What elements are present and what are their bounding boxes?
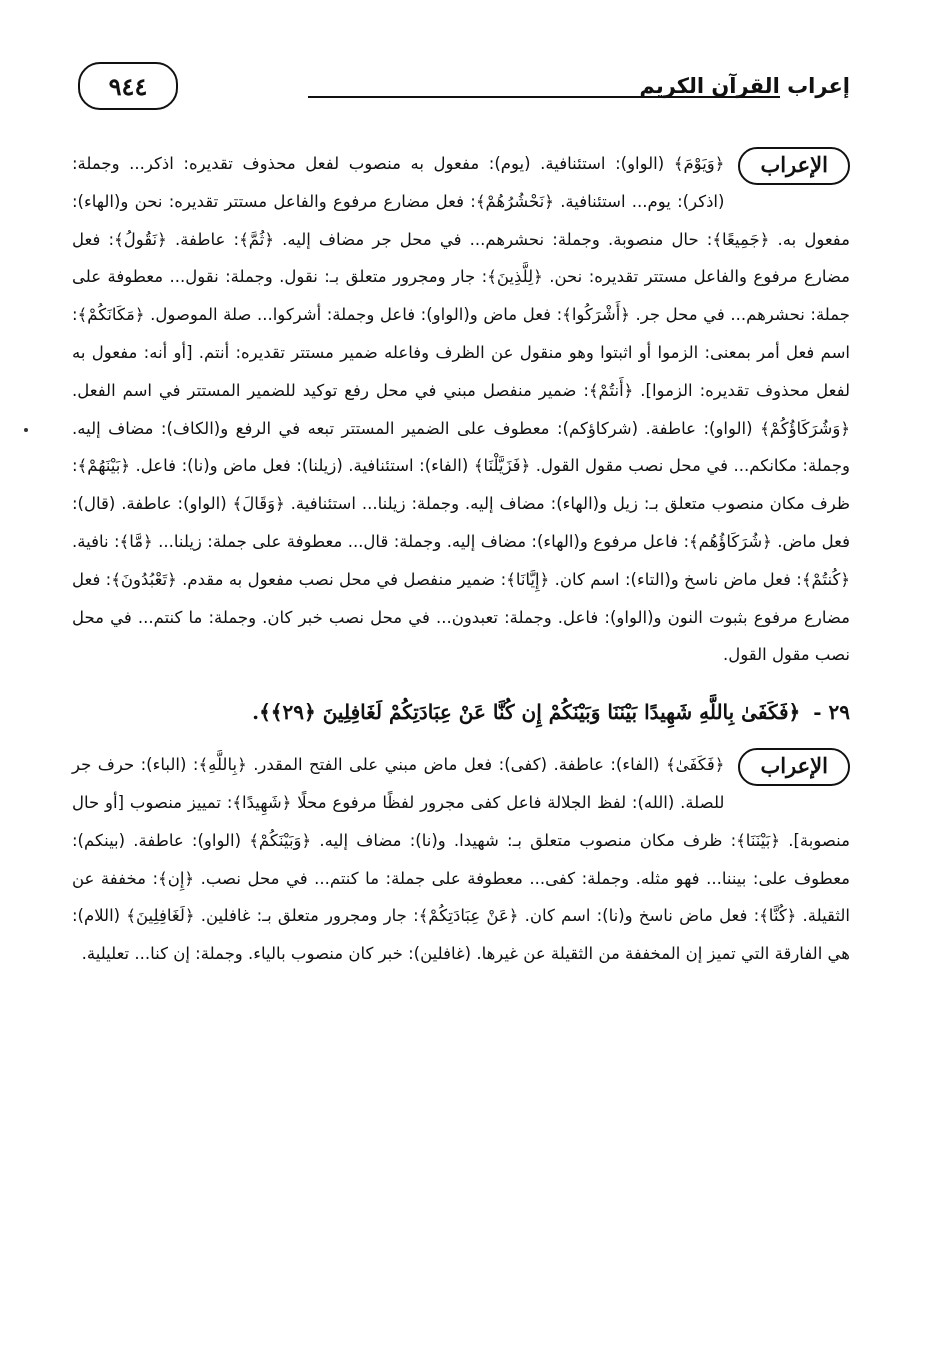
irab-badge: الإعراب [738,147,850,185]
page-body [72,145,850,973]
irab-badge: الإعراب [738,748,850,786]
book-title: إعراب القرآن الكريم [639,74,850,98]
verse-number: ٢٩ - [813,700,850,725]
page-number: ٩٤٤ [78,62,178,110]
page-header [78,62,850,112]
verse-text: ﴿فَكَفَىٰ بِاللَّهِ شَهِيدًا بَيْنَنَا وَبَيْنَكُمْ إِن كُنَّا عَنْ عِبَادَتِكُمْ لَغَافِلِينَ ﴿٢٩﴾﴾. [252,700,801,725]
irab-paragraph-2 [72,746,850,973]
verse-29 [72,692,850,732]
paragraph-2-text: ﴿فَكَفَىٰ﴾ (الفاء): عاطفة. (كفى): فعل ماض مبني على الفتح المقدر. ﴿بِاللَّهِ﴾: (الباء): حرف جر للصلة. (الله): لفظ الجلالة فاعل كفى مجرور لفظًا مرفوع محلًا ﴿شَهِيدًا﴾: تمييز منصوب [أو حال منصوبة]. ﴿بَيْنَنَا﴾: ظرف مكان منصوب متعلق بـ: شهيدا. و(نا): مضاف إليه. ﴿وَبَيْنَكُمْ﴾ (الواو): عاطفة. (بينكم): معطوف على: بيننا... فهو مثله. وجملة: كفى... معطوفة على جملة: ما كنتم... في محل نصب. ﴿إِن﴾: مخففة عن الثقيلة. ﴿كُنَّا﴾: فعل ماض ناسخ و(نا): اسم كان. ﴿عَنْ عِبَادَتِكُمْ﴾: جار ومجرور متعلق بـ: غافلين. ﴿لَغَافِلِينَ﴾ (اللام): هي الفارقة التي تميز إن المخففة من الثقيلة عن غيرها. (غافلين): خبر كان منصوب بالياء. وجملة: إن كنا... تعليلية. [72,755,850,964]
margin-mark [24,428,28,432]
irab-paragraph-1 [72,145,850,674]
paragraph-1-text: ﴿وَيَوْمَ﴾ (الواو): استئنافية. (يوم): مفعول به منصوب لفعل محذوف تقديره: اذكر... وجملة: (اذكر): يوم... استئنافية. ﴿نَحْشُرُهُمْ﴾: فعل مضارع مرفوع والفاعل مستتر تقديره: نحن و(الهاء): مفعول به. ﴿جَمِيعًا﴾: حال منصوبة. وجملة: نحشرهم... في محل جر مضاف إليه. ﴿ثُمَّ﴾: عاطفة. ﴿نَقُولُ﴾: فعل مضارع مرفوع والفاعل مستتر تقديره: نحن. ﴿لِلَّذِينَ﴾: جار ومجرور متعلق بـ: نقول. وجملة: نقول... معطوفة على جملة: نحشرهم... في محل جر. ﴿أَشْرَكُوا﴾: فعل ماض و(الواو): فاعل وجملة: أشركوا... صلة الموصول. ﴿مَكَانَكُمْ﴾: اسم فعل أمر بمعنى: الزموا أو اثبتوا وهو منقول عن الظرف وفاعله ضمير مستتر تقديره: أنتم. [أو أنه: مفعول به لفعل محذوف تقديره: الزموا]. ﴿أَنتُمْ﴾: ضمير منفصل مبني في محل رفع توكيد للضمير المستتر في اسم الفعل. ﴿وَشُرَكَاؤُكُمْ﴾ (الواو): عاطفة. (شركاؤكم): معطوف على الضمير المستتر تبعه في الرفع و(الكاف): مضاف إليه. وجملة: مكانكم... في محل نصب مقول القول. ﴿فَزَيَّلْنَا﴾ (الفاء): استئنافية. (زيلنا): فعل ماض و(نا): فاعل. ﴿بَيْنَهُمْ﴾: ظرف مكان منصوب متعلق بـ: زيل و(الهاء): مضاف إليه. وجملة: زيلنا... استئنافية. ﴿وَقَالَ﴾ (الواو): عاطفة. (قال): فعل ماض. ﴿شُرَكَاؤُهُم﴾: فاعل مرفوع و(الهاء): مضاف إليه. وجملة: قال... معطوفة على جملة: زيلنا... ﴿مَّا﴾: نافية. ﴿كُنتُمْ﴾: فعل ماض ناسخ و(التاء): اسم كان. ﴿إِيَّانَا﴾: ضمير منفصل في محل نصب مفعول به مقدم. ﴿تَعْبُدُونَ﴾: فعل مضارع مرفوع بثبوت النون و(الواو): فاعل. وجملة: تعبدون... في محل نصب خبر كان. وجملة: ما كنتم... في محل نصب مقول القول. [72,154,850,665]
